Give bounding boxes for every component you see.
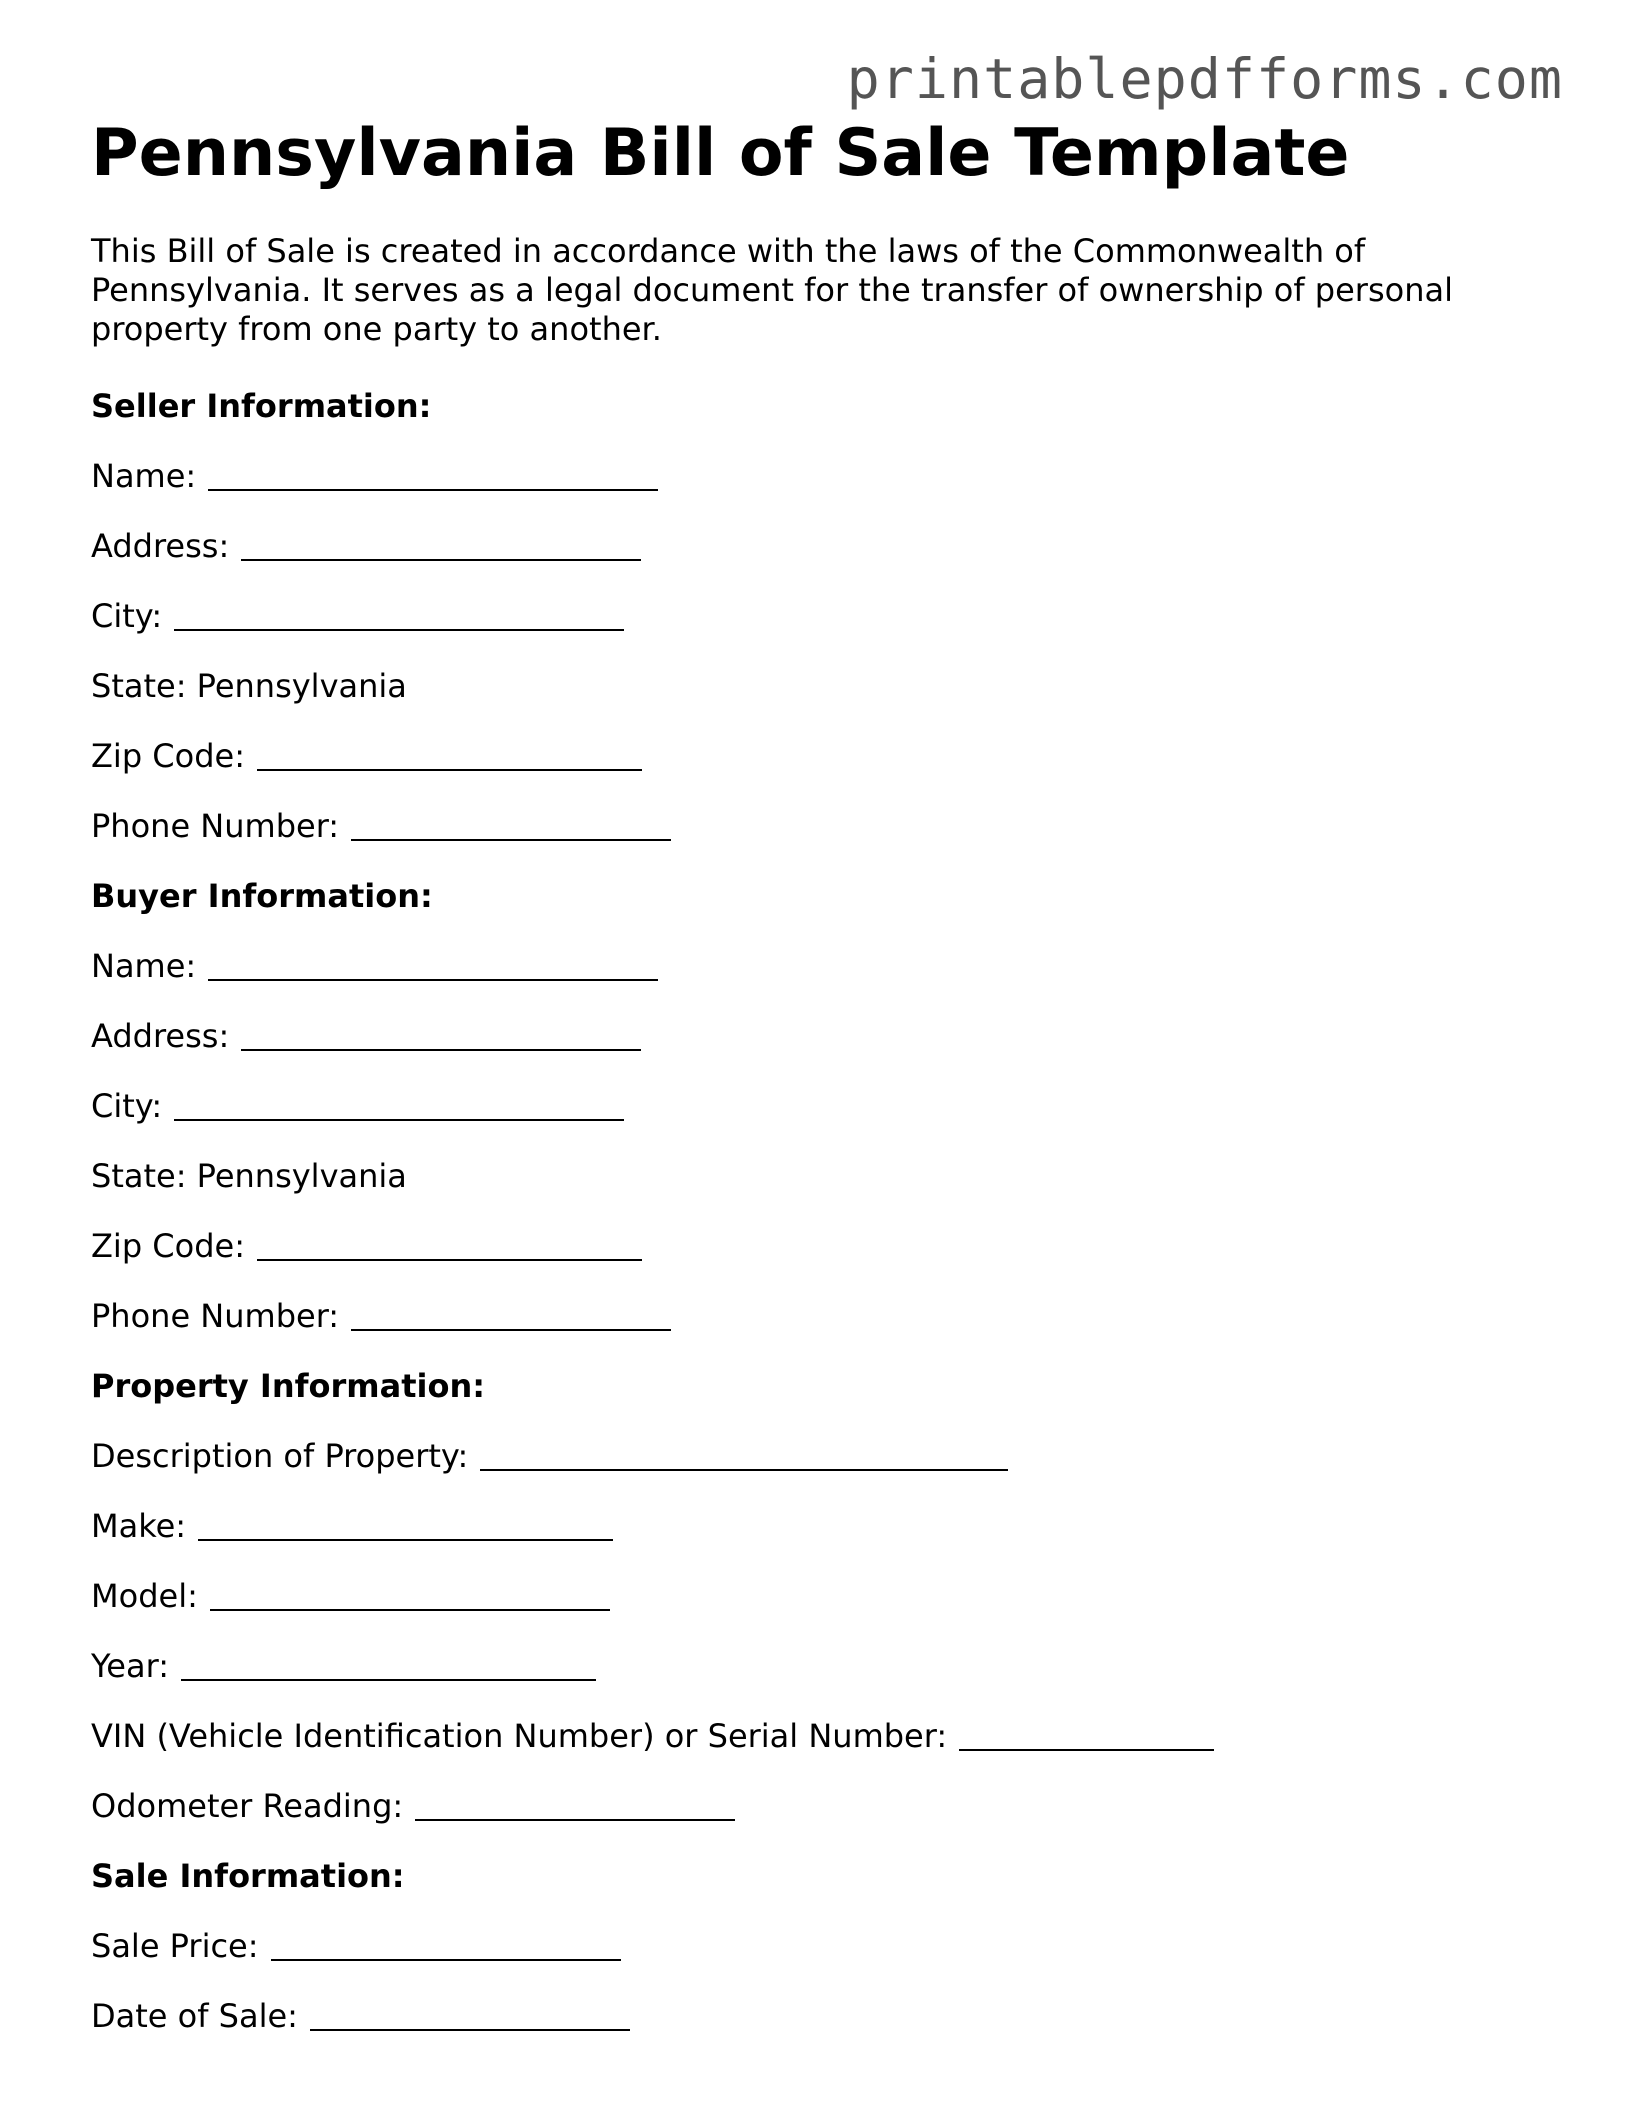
buyer-state-label: State:: [91, 1156, 187, 1195]
sale-price-field: [91, 1911, 1571, 1981]
property-vin-field: [91, 1701, 1571, 1771]
seller-zip-label: Zip Code:: [91, 736, 245, 775]
seller-city-input[interactable]: [174, 599, 624, 631]
sale-date-input[interactable]: [310, 1999, 630, 2031]
buyer-city-label: City:: [91, 1086, 163, 1125]
property-model-field: [91, 1561, 1571, 1631]
property-year-label: Year:: [91, 1646, 169, 1685]
buyer-name-label: Name:: [91, 946, 197, 985]
sale-price-label: Sale Price:: [91, 1926, 259, 1965]
buyer-name-input[interactable]: [208, 949, 658, 981]
property-year-field: [91, 1631, 1571, 1701]
seller-address-label: Address:: [91, 526, 230, 565]
buyer-state-value: Pennsylvania: [196, 1156, 407, 1195]
page-title: Pennsylvania Bill of Sale Template: [91, 116, 1350, 191]
seller-state-value: Pennsylvania: [196, 666, 407, 705]
seller-phone-input[interactable]: [351, 809, 671, 841]
document-page: [91, 118, 1571, 2051]
property-description-field: [91, 1421, 1571, 1491]
seller-section-heading: Seller Information:: [91, 386, 432, 425]
seller-state-label: State:: [91, 666, 187, 705]
property-model-input[interactable]: [210, 1579, 610, 1611]
seller-name-label: Name:: [91, 456, 197, 495]
property-odometer-label: Odometer Reading:: [91, 1786, 404, 1825]
property-year-input[interactable]: [181, 1649, 596, 1681]
watermark: printablepdfforms.com: [846, 47, 1563, 111]
property-section-heading: Property Information:: [91, 1366, 486, 1405]
buyer-phone-label: Phone Number:: [91, 1296, 340, 1335]
buyer-zip-field: [91, 1211, 1571, 1281]
buyer-city-field: [91, 1071, 1571, 1141]
buyer-address-input[interactable]: [241, 1019, 641, 1051]
sale-section-heading: Sale Information:: [91, 1856, 405, 1895]
property-vin-input[interactable]: [959, 1719, 1214, 1751]
seller-zip-input[interactable]: [257, 739, 642, 771]
seller-address-input[interactable]: [241, 529, 641, 561]
property-model-label: Model:: [91, 1576, 198, 1615]
seller-zip-field: [91, 721, 1571, 791]
buyer-city-input[interactable]: [174, 1089, 624, 1121]
buyer-phone-field: [91, 1281, 1571, 1351]
seller-phone-field: [91, 791, 1571, 861]
buyer-zip-input[interactable]: [257, 1229, 642, 1261]
buyer-address-field: [91, 1001, 1571, 1071]
buyer-address-label: Address:: [91, 1016, 230, 1055]
property-odometer-input[interactable]: [415, 1789, 735, 1821]
seller-city-field: [91, 581, 1571, 651]
property-make-field: [91, 1491, 1571, 1561]
sale-price-input[interactable]: [271, 1929, 621, 1961]
seller-name-input[interactable]: [208, 459, 658, 491]
property-description-label: Description of Property:: [91, 1436, 469, 1475]
seller-state-field: [91, 651, 1571, 721]
property-make-label: Make:: [91, 1506, 187, 1545]
intro-paragraph: This Bill of Sale is created in accordance with the laws of the Commonwealth of Pennsylvania. It serves as a legal document for the transfer of ownership of personal property from one party to another.: [91, 231, 1453, 348]
buyer-phone-input[interactable]: [351, 1299, 671, 1331]
sale-date-label: Date of Sale:: [91, 1996, 298, 2035]
seller-phone-label: Phone Number:: [91, 806, 340, 845]
property-description-input[interactable]: [480, 1439, 1008, 1471]
seller-address-field: [91, 511, 1571, 581]
seller-city-label: City:: [91, 596, 163, 635]
seller-name-field: [91, 441, 1571, 511]
buyer-state-field: [91, 1141, 1571, 1211]
property-odometer-field: [91, 1771, 1571, 1841]
buyer-section-heading: Buyer Information:: [91, 876, 433, 915]
buyer-zip-label: Zip Code:: [91, 1226, 245, 1265]
sale-date-field: [91, 1981, 1571, 2051]
property-make-input[interactable]: [198, 1509, 613, 1541]
buyer-name-field: [91, 931, 1571, 1001]
property-vin-label: VIN (Vehicle Identification Number) or Serial Number:: [91, 1716, 948, 1755]
